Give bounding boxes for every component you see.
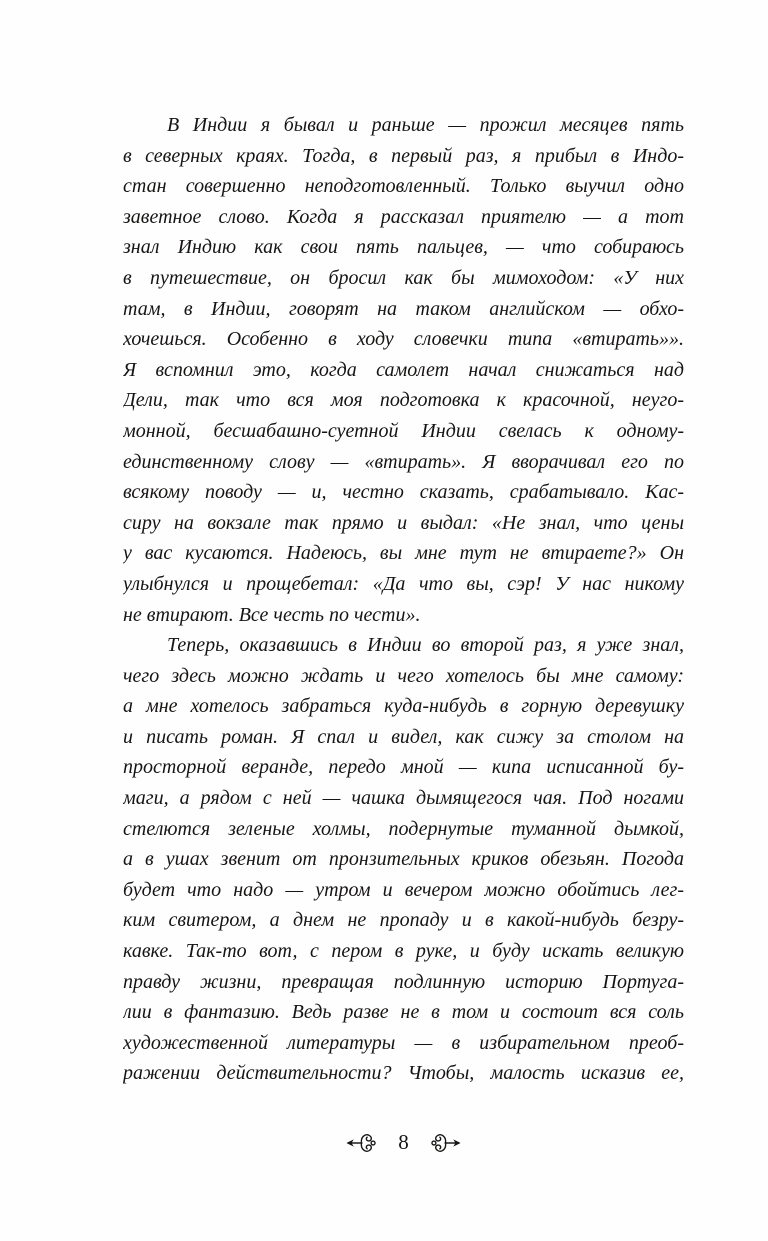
text-line: стелются зеленые холмы, подернутые туманной дымкой, [123,817,684,840]
text-line: хочешься. Особенно в ходу словечки типа «втирать»». [123,328,684,351]
text-line: стан совершенно неподготовленный. Только выучил одно [123,175,684,198]
text-line: не втирают. Все честь по чести». [123,603,421,626]
text-line: художественной литературы — в избирательном преоб- [123,1031,684,1054]
text-line: монной, бесшабашно-суетной Индии свелась к одному- [123,419,684,442]
text-line: Я вспомнил это, когда самолет начал снижаться над [123,358,684,381]
text-line: единственному слову — «втирать». Я вворачивал его по [123,450,684,473]
text-line: улыбнулся и прощебетал: «Да что вы, сэр! У нас никому [123,572,684,595]
paragraph-1 [123,110,684,630]
text-line: правду жизни, превращая подлинную историю Португа- [123,970,684,993]
text-line: сиру на вокзале так прямо и выдал: «Не знал, что цены [123,511,684,534]
text-line: Теперь, оказавшись в Индии во второй раз, я уже знал, [167,634,684,657]
text-line: кавке. Так-то вот, с пером в руке, и буду искать великую [123,940,684,963]
text-line: у вас кусаются. Надеюсь, вы мне тут не втираете?» Он [123,542,684,565]
page-number: 8 [398,1129,409,1154]
text-line: а в ушах звенит от пронзительных криков обезьян. Погода [123,848,684,871]
text-line: заветное слово. Когда я рассказал приятелю — а тот [123,205,684,228]
text-line: маги, а рядом с ней — чашка дымящегося чая. Под ногами [123,787,684,810]
text-line: а мне хотелось забраться куда-нибудь в горную деревушку [123,695,684,718]
text-line: просторной веранде, передо мной — кипа исписанной бу- [123,756,684,779]
text-line: в путешествие, он бросил как бы мимоходом: «У них [123,266,684,289]
text-line: лии в фантазию. Ведь разве не в том и состоит вся соль [123,1001,684,1024]
text-line: всякому поводу — и, честно сказать, срабатывало. Кас- [123,481,684,504]
text-line: и писать роман. Я спал и видел, как сижу за столом на [123,725,684,748]
paragraph-2 [123,630,684,1089]
text-line: будет что надо — утром и вечером можно обойтись лег- [123,878,684,901]
text-line: Дели, так что вся моя подготовка к красочной, неуго- [123,389,684,412]
text-line: В Индии я бывал и раньше — прожил месяцев пять [167,114,684,136]
page-footer [123,1126,684,1160]
text-line: ражении действительности? Чтобы, малость исказив ее, [123,1062,684,1085]
fleuron-left-icon [345,1131,376,1155]
text-line: ким свитером, а днем не пропаду и в какой-нибудь безру- [123,909,684,932]
fleuron-right-icon [431,1131,462,1155]
text-line: знал Индию как свои пять пальцев, — что собираюсь [123,236,684,259]
body-text [123,110,684,1089]
text-line: в северных краях. Тогда, в первый раз, я прибыл в Индо- [123,144,684,167]
text-line: чего здесь можно ждать и чего хотелось бы мне самому: [123,664,684,687]
text-line: там, в Индии, говорят на таком английском — обхо- [123,297,684,320]
